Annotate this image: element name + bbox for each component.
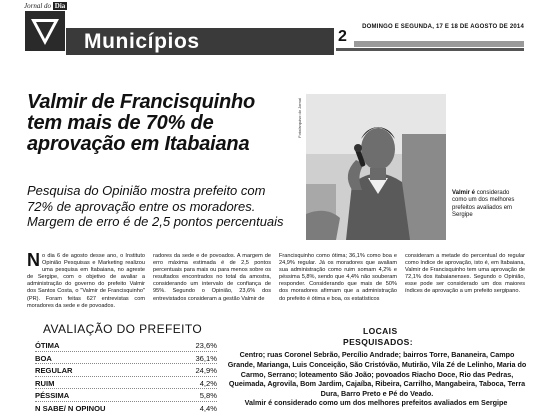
table-row <box>35 339 217 352</box>
rating-label: REGULAR <box>35 366 73 376</box>
headline: Valmir de Francisquinho tem mais de 70% de aprovação em Itabaiana <box>27 91 256 155</box>
locais-subtitle: PESQUISADOS: <box>343 337 413 347</box>
rating-value: 36,1% <box>195 353 217 363</box>
locais-list: Centro; ruas Coronel Sebrão, Percílio Andrade; bairros Torre, Bananeira, Campo Grande, Marianga, Luis Conceição, São Cristóvão, Mutirão, Vila Zé de Lelinho, Maria do Carmo, Serrano; loteamento São João; povoados Riacho Doce, Rio das Pedras, Queimada, Agrovila, Bom Jardim, Cajaíba, Ribeira, Carrilho, Mangabeira, Taboca, Terra Dura, Barro Preto e Pé do Veado. <box>227 350 527 399</box>
rating-label: BOA <box>35 353 52 363</box>
rating-label: RUIM <box>35 378 55 388</box>
table-row <box>35 389 217 402</box>
section-logo-icon <box>25 11 65 51</box>
photo-credit: Foto/arquivo do Jornal <box>297 98 302 138</box>
article-column-1: No dia 6 de agosto desse ano, o Instituto Opinião Pesquisas e Marketing realizou uma pesquisa em Itabaiana, no agreste de Sergipe, com o objetivo de avaliar a administração do governo do prefeito Valmir dos Santos Costa, o "Valmir de Francisquinho" (PR). Foram feitas 627 entrevistas com moradores da sede e de povoados. <box>27 250 145 309</box>
newspaper-brand: Jornal do Dia <box>24 2 66 10</box>
rating-label: ÓTIMA <box>35 341 60 350</box>
header-rule <box>354 41 524 47</box>
table-row <box>35 364 217 377</box>
rating-value: 4,2% <box>199 378 217 388</box>
article-column-3: Francisquinho como ótima; 36,1% como boa e 24,9% regular. Já os moradores que avaliam sua administração como ruim somam 4,2% e péssima 5,8%, sendo que 4,4% não souberam responder. Considerando que mais de 50% dos moradores afirmam que a administração do prefeito é ótima e boa, os estatísticos <box>279 253 397 302</box>
photo-caption: Valmir é considerado como um dos melhores prefeitos avaliados em Sergipe <box>452 190 515 219</box>
table-row <box>35 402 217 412</box>
rating-value: 5,8% <box>199 391 217 401</box>
table-title: AVALIAÇÃO DO PREFEITO <box>43 322 203 336</box>
locais-title: LOCAIS <box>363 326 398 336</box>
article-column-2: radores da sede e de povoados. A margem de erro máxima estimada é de 2,5 pontos percentuais para mais ou para menos sobre os resultados encontrados no total da amostra, considerando um intervalo de confiança de 95%. Segundo o Opinião, 23,6% dos entrevistados consideram a gestão Valmir de <box>153 253 271 302</box>
header-rule-under <box>336 48 524 51</box>
table-row <box>35 377 217 390</box>
section-title: Municípios <box>84 30 200 53</box>
article-body <box>27 250 525 313</box>
rating-label: PÉSSIMA <box>35 391 70 401</box>
mayor-photo <box>306 94 446 240</box>
drop-cap: N <box>27 250 40 270</box>
rating-value: 4,4% <box>199 403 217 412</box>
dateline: DOMINGO E SEGUNDA, 17 E 18 DE AGOSTO DE 2014 <box>362 24 524 30</box>
footer-caption: Valmir é considerado como um dos melhores prefeitos avaliados em Sergipe <box>244 398 508 407</box>
rating-value: 23,6% <box>195 341 217 350</box>
subheadline: Pesquisa do Opinião mostra prefeito com 72% de aprovação entre os moradores. Margem de erro é de 2,5 pontos percentuais <box>27 183 284 229</box>
rating-label: N SABE/ N OPINOU <box>35 403 106 412</box>
rating-value: 24,9% <box>195 366 217 376</box>
rating-table <box>35 339 217 412</box>
page-number: 2 <box>338 28 347 45</box>
article-column-4: consideram a metade do percentual do regular como índice de aprovação, isto é, em Itabaiana, Valmir de Francisquinho tem uma aprovação de 72,1% dos itabaianenses. Segundo o Opinião, esse pode ser considerado um dos maiores índices de aprovação a um prefeito sergipano. <box>405 253 525 295</box>
table-row <box>35 352 217 365</box>
